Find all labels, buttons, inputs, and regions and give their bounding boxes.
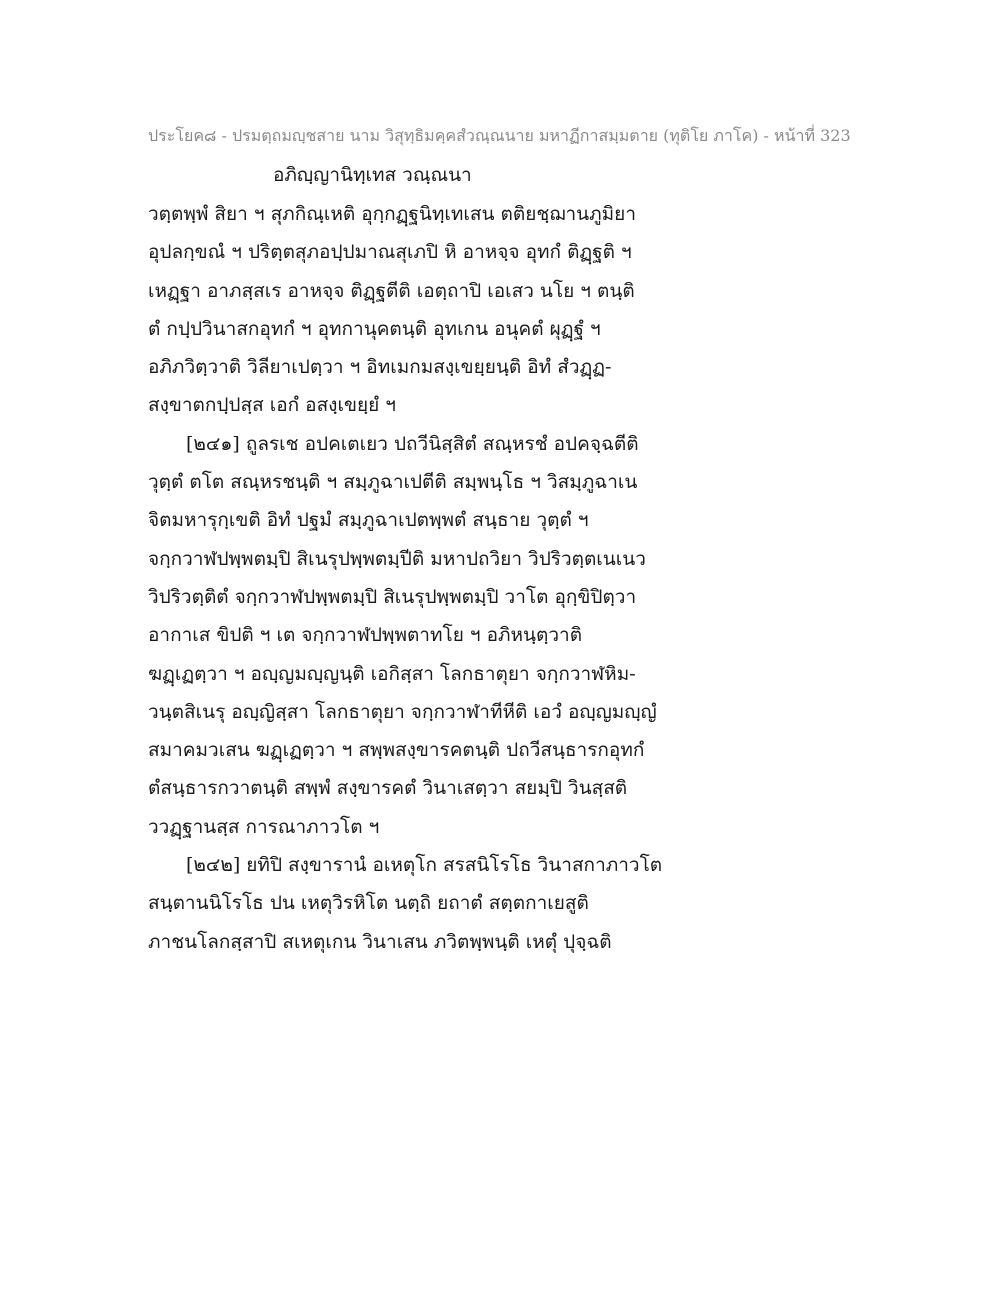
- text-line: สมาคมวเสน ฆฏฺเฏตฺวา ฯ สพฺพสงฺขารคตนฺติ ปถวีสนฺธารกอุทกํ: [148, 739, 645, 762]
- text-line: ฆฏฺเฏตฺวา ฯ อญฺญมญฺญนฺติ เอกิสฺสา โลกธาตุยา จกฺกวาฬหิม-: [148, 662, 636, 685]
- text-line: วตฺตพฺพํ สิยา ฯ สุภกิณฺเหติ อุกฺกฏฺฐนิทฺเทเสน ตติยชฺฌานภูมิยา: [148, 203, 636, 225]
- text-line: ตํสนฺธารกวาตนฺติ สพฺพํ สงฺขารคตํ วินาเสตฺวา สยมฺปิ วินสฺสติ: [148, 777, 628, 800]
- text-line: จิตมหารุกฺเขติ อิทํ ปฐมํ สมฺภูฉาเปตพฺพตํ สนฺธาย วุตฺตํ ฯ: [148, 509, 589, 532]
- text-line: ววฏฺฐานสฺส การณาภาวโต ฯ: [148, 815, 380, 838]
- text-line: วุตฺตํ ตโต สณฺหรชนฺติ ฯ สมฺภูฉาเปตีติ สมฺพนฺโธ ฯ วิสมฺภูฉาเน: [148, 471, 638, 494]
- text-line: เหฏฺฐา อาภสฺสเร อาหจฺจ ติฏฺฐตีติ เอตฺถาปิ เอเสว นโย ฯ ตนฺติ: [148, 279, 635, 302]
- running-header: ประโยค๘ - ปรมตฺถมญฺชสาย นาม วิสุทฺธิมคฺคสํวณฺณนาย มหาฏีกาสมฺมตาย (ทุติโย ภาโค) - หน้าที่ 323: [148, 126, 851, 145]
- section-title: อภิญฺญานิทฺเทส วณฺณนา: [273, 164, 472, 186]
- paragraph-start-241: [๒๔๑] ถูลรเช อปคเตเยว ปถวีนิสฺสิตํ สณฺหรชํ อปคจฺฉตีติ: [186, 432, 639, 455]
- text-line: สนฺตานนิโรโธ ปน เหตุวิรหิโต นตฺถิ ยถาตํ สตฺตกาเยสูติ: [148, 892, 589, 915]
- text-line: อภิภวิตฺวาติ วิลียาเปตฺวา ฯ อิทเมกมสงฺเขยฺยนฺติ อิทํ สํวฏฺฏ-: [148, 356, 612, 379]
- text-line: อุปลกฺขณํ ฯ ปริตฺตสุภอปฺปมาณสุเภปิ หิ อาหจฺจ อุทกํ ติฏฺฐติ ฯ: [148, 241, 632, 264]
- body-text: [148, 198, 708, 964]
- text-line: อากาเส ขิปติ ฯ เต จกฺกวาฬปพฺพตาทโย ฯ อภิหนฺตฺวาติ: [148, 624, 583, 647]
- paragraph-start-242: [๒๔๒] ยทิปิ สงฺขารานํ อเหตุโก สรสนิโรโธ วินาสกาภาวโต: [186, 854, 663, 877]
- text-line: วิปริวตฺติตํ จกฺกวาฬปพฺพตมฺปิ สิเนรุปพฺพตมฺปิ วาโต อุกฺขิปิตฺวา: [148, 585, 637, 608]
- text-line: วนฺตสิเนรุ อญฺญิสฺสา โลกธาตุยา จกฺกวาฬาทีหีติ เอวํ อญฺญมญฺญํ: [148, 700, 657, 723]
- text-line: สงฺขาตกปฺปสฺส เอกํ อสงฺเขยฺยํ ฯ: [148, 394, 396, 417]
- text-line: ภาชนโลกสฺสาปิ สเหตุเกน วินาเสน ภวิตพฺพนฺติ เหตุํ ปุจฺฉติ: [148, 930, 612, 953]
- text-line: จกฺกวาฬปพฺพตมฺปิ สิเนรุปพฺพตมฺปีติ มหาปถวิยา วิปริวตฺตเนเนว: [148, 547, 646, 570]
- text-line: ตํ กปฺปวินาสกอุทกํ ฯ อุทกานุคตนฺติ อุทเกน อนุคตํ ผุฏฺฐํ ฯ: [148, 317, 601, 340]
